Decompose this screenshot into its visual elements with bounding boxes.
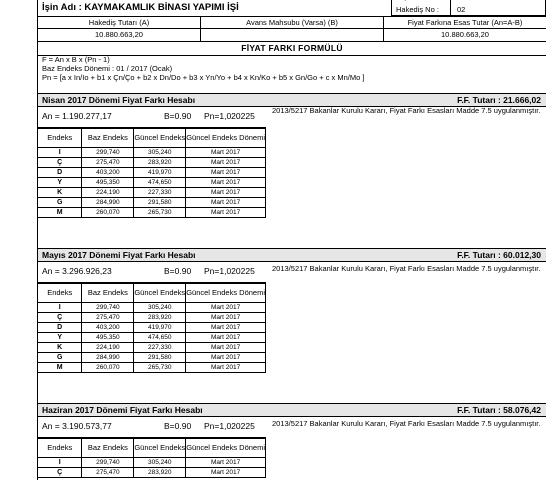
summary-col-a-label: Hakediş Tutarı (A) xyxy=(88,18,150,27)
section-header xyxy=(38,93,546,107)
row-guncel: 419,970 xyxy=(134,168,186,178)
row-guncel: 474,650 xyxy=(134,178,186,188)
table-row xyxy=(38,303,266,313)
table-row xyxy=(38,188,266,198)
row-donem: Mart 2017 xyxy=(186,303,266,313)
row-key: M xyxy=(38,208,82,218)
row-baz: 284,990 xyxy=(82,353,134,363)
row-donem: Mart 2017 xyxy=(186,353,266,363)
index-table xyxy=(38,438,266,478)
formula-line-3: Pn = [a x In/Io + b1 x Çn/Ço + b2 x Dn/Do + b3 x Yn/Yo + b4 x Kn/Ko + b5 x Gn/Go + c x Mn/Mo ] xyxy=(42,73,365,82)
row-key: K xyxy=(38,343,82,353)
section-amount: F.F. Tutarı : 60.012,30 xyxy=(457,250,541,260)
formula-text xyxy=(42,55,364,82)
row-key: K xyxy=(38,188,82,198)
table-row xyxy=(38,323,266,333)
index-table-header xyxy=(38,129,266,148)
table-row xyxy=(38,363,266,373)
section-mayis xyxy=(38,248,546,393)
table-row xyxy=(38,343,266,353)
row-guncel: 474,650 xyxy=(134,333,186,343)
pn-value: Pn=1,020225 xyxy=(204,266,255,276)
row-donem: Mart 2017 xyxy=(186,333,266,343)
table-row xyxy=(38,178,266,188)
row-key: Ç xyxy=(38,468,82,478)
row-key: D xyxy=(38,323,82,333)
table-row xyxy=(38,468,266,478)
row-donem: Mart 2017 xyxy=(186,468,266,478)
row-baz: 495,350 xyxy=(82,333,134,343)
row-guncel: 291,580 xyxy=(134,353,186,363)
table-row xyxy=(38,148,266,158)
table-row xyxy=(38,353,266,363)
summary-header-row xyxy=(38,16,546,28)
col-endeks: Endeks xyxy=(38,129,82,148)
section-note: 2013/5217 Bakanlar Kurulu Kararı, Fiyat Farkı Esasları Madde 7.5 uygulanmıştır. xyxy=(272,419,541,428)
row-guncel: 291,580 xyxy=(134,198,186,208)
row-guncel: 227,330 xyxy=(134,188,186,198)
row-donem: Mart 2017 xyxy=(186,178,266,188)
row-donem: Mart 2017 xyxy=(186,343,266,353)
an-value: An = 1.190.277,17 xyxy=(42,111,112,121)
formula-line-1: F = An x B x (Pn - 1) xyxy=(42,55,110,64)
row-baz: 224,190 xyxy=(82,188,134,198)
row-donem: Mart 2017 xyxy=(186,208,266,218)
index-table xyxy=(38,128,266,218)
col-guncel: Güncel Endeks xyxy=(134,439,186,458)
row-donem: Mart 2017 xyxy=(186,323,266,333)
section-amount: F.F. Tutarı : 58.076,42 xyxy=(457,405,541,415)
row-guncel: 305,240 xyxy=(134,458,186,468)
summary-val-a: 10.880.663,20 xyxy=(95,30,143,39)
row-guncel: 265,730 xyxy=(134,208,186,218)
col-endeks: Endeks xyxy=(38,284,82,303)
row-key: I xyxy=(38,303,82,313)
index-table-header xyxy=(38,284,266,303)
row-donem: Mart 2017 xyxy=(186,313,266,323)
summary-col-b-label: Avans Mahsubu (Varsa) (B) xyxy=(200,17,383,29)
row-key: Y xyxy=(38,333,82,343)
col-donem: Güncel Endeks Dönemi xyxy=(186,284,266,303)
section-note: 2013/5217 Bakanlar Kurulu Kararı, Fiyat Farkı Esasları Madde 7.5 uygulanmıştır. xyxy=(272,106,541,115)
section-nisan xyxy=(38,93,546,238)
table-row xyxy=(38,158,266,168)
b-value: B=0.90 xyxy=(164,266,192,276)
index-table-header xyxy=(38,439,266,458)
row-baz: 275,470 xyxy=(82,158,134,168)
section-header xyxy=(38,248,546,262)
row-donem: Mart 2017 xyxy=(186,198,266,208)
section-amount: F.F. Tutarı : 21.666,02 xyxy=(457,95,541,105)
row-baz: 495,350 xyxy=(82,178,134,188)
row-key: Ç xyxy=(38,158,82,168)
row-key: Y xyxy=(38,178,82,188)
divider xyxy=(450,0,451,16)
hakedis-no-box xyxy=(391,0,546,16)
section-title: Mayıs 2017 Dönemi Fiyat Farkı Hesabı xyxy=(42,250,196,260)
col-donem: Güncel Endeks Dönemi xyxy=(186,439,266,458)
row-guncel: 419,970 xyxy=(134,323,186,333)
table-row xyxy=(38,458,266,468)
row-key: G xyxy=(38,353,82,363)
row-guncel: 305,240 xyxy=(134,303,186,313)
hakedis-no-label: Hakediş No : xyxy=(396,5,439,14)
row-baz: 260,070 xyxy=(82,208,134,218)
section-haziran xyxy=(38,403,546,480)
report-page xyxy=(37,0,545,480)
row-key: D xyxy=(38,168,82,178)
table-row xyxy=(38,333,266,343)
col-guncel: Güncel Endeks xyxy=(134,129,186,148)
table-row xyxy=(38,198,266,208)
row-donem: Mart 2017 xyxy=(186,458,266,468)
row-donem: Mart 2017 xyxy=(186,188,266,198)
row-baz: 299,740 xyxy=(82,458,134,468)
row-baz: 284,990 xyxy=(82,198,134,208)
col-endeks: Endeks xyxy=(38,439,82,458)
table-row xyxy=(38,168,266,178)
col-guncel: Güncel Endeks xyxy=(134,284,186,303)
index-table xyxy=(38,283,266,373)
row-baz: 275,470 xyxy=(82,313,134,323)
row-key: M xyxy=(38,363,82,373)
col-baz: Baz Endeks xyxy=(82,284,134,303)
row-guncel: 283,920 xyxy=(134,468,186,478)
row-guncel: 305,240 xyxy=(134,148,186,158)
section-header xyxy=(38,403,546,417)
col-baz: Baz Endeks xyxy=(82,129,134,148)
summary-value-row xyxy=(38,28,546,40)
row-guncel: 283,920 xyxy=(134,313,186,323)
row-baz: 275,470 xyxy=(82,468,134,478)
table-row xyxy=(38,313,266,323)
row-baz: 299,740 xyxy=(82,303,134,313)
pn-value: Pn=1,020225 xyxy=(204,421,255,431)
row-key: I xyxy=(38,148,82,158)
section-values xyxy=(38,417,266,438)
row-donem: Mart 2017 xyxy=(186,148,266,158)
project-name: İşin Adı : KAYMAKAMLIK BİNASI YAPIMI İŞİ xyxy=(42,2,239,13)
row-guncel: 227,330 xyxy=(134,343,186,353)
row-donem: Mart 2017 xyxy=(186,158,266,168)
b-value: B=0.90 xyxy=(164,111,192,121)
an-value: An = 3.190.573,77 xyxy=(42,421,112,431)
row-baz: 224,190 xyxy=(82,343,134,353)
row-baz: 403,200 xyxy=(82,323,134,333)
row-key: I xyxy=(38,458,82,468)
row-baz: 299,740 xyxy=(82,148,134,158)
row-guncel: 265,730 xyxy=(134,363,186,373)
col-baz: Baz Endeks xyxy=(82,439,134,458)
formula-title: FİYAT FARKI FORMÜLÜ xyxy=(38,41,546,56)
section-values xyxy=(38,107,266,128)
row-key: Ç xyxy=(38,313,82,323)
section-note: 2013/5217 Bakanlar Kurulu Kararı, Fiyat Farkı Esasları Madde 7.5 uygulanmıştır. xyxy=(272,264,541,273)
an-value: An = 3.296.926,23 xyxy=(42,266,112,276)
col-donem: Güncel Endeks Dönemi xyxy=(186,129,266,148)
hakedis-no-value: 02 xyxy=(457,5,466,14)
formula-line-2: Baz Endeks Dönemi : 01 / 2017 (Ocak) xyxy=(42,64,173,73)
cut-off-label xyxy=(396,0,413,1)
pn-value: Pn=1,020225 xyxy=(204,111,255,121)
b-value: B=0.90 xyxy=(164,421,192,431)
section-title: Nisan 2017 Dönemi Fiyat Farkı Hesabı xyxy=(42,95,196,105)
report-header xyxy=(38,0,546,16)
row-donem: Mart 2017 xyxy=(186,363,266,373)
summary-col-c-label: Fiyat Farkına Esas Tutar (An=A-B) xyxy=(383,17,546,29)
row-baz: 260,070 xyxy=(82,363,134,373)
table-row xyxy=(38,208,266,218)
row-guncel: 283,920 xyxy=(134,158,186,168)
summary-val-c: 10.880.663,20 xyxy=(383,29,546,41)
section-values xyxy=(38,262,266,283)
row-key: G xyxy=(38,198,82,208)
row-donem: Mart 2017 xyxy=(186,168,266,178)
summary-val-b xyxy=(200,29,383,41)
row-baz: 403,200 xyxy=(82,168,134,178)
section-title: Haziran 2017 Dönemi Fiyat Farkı Hesabı xyxy=(42,405,203,415)
